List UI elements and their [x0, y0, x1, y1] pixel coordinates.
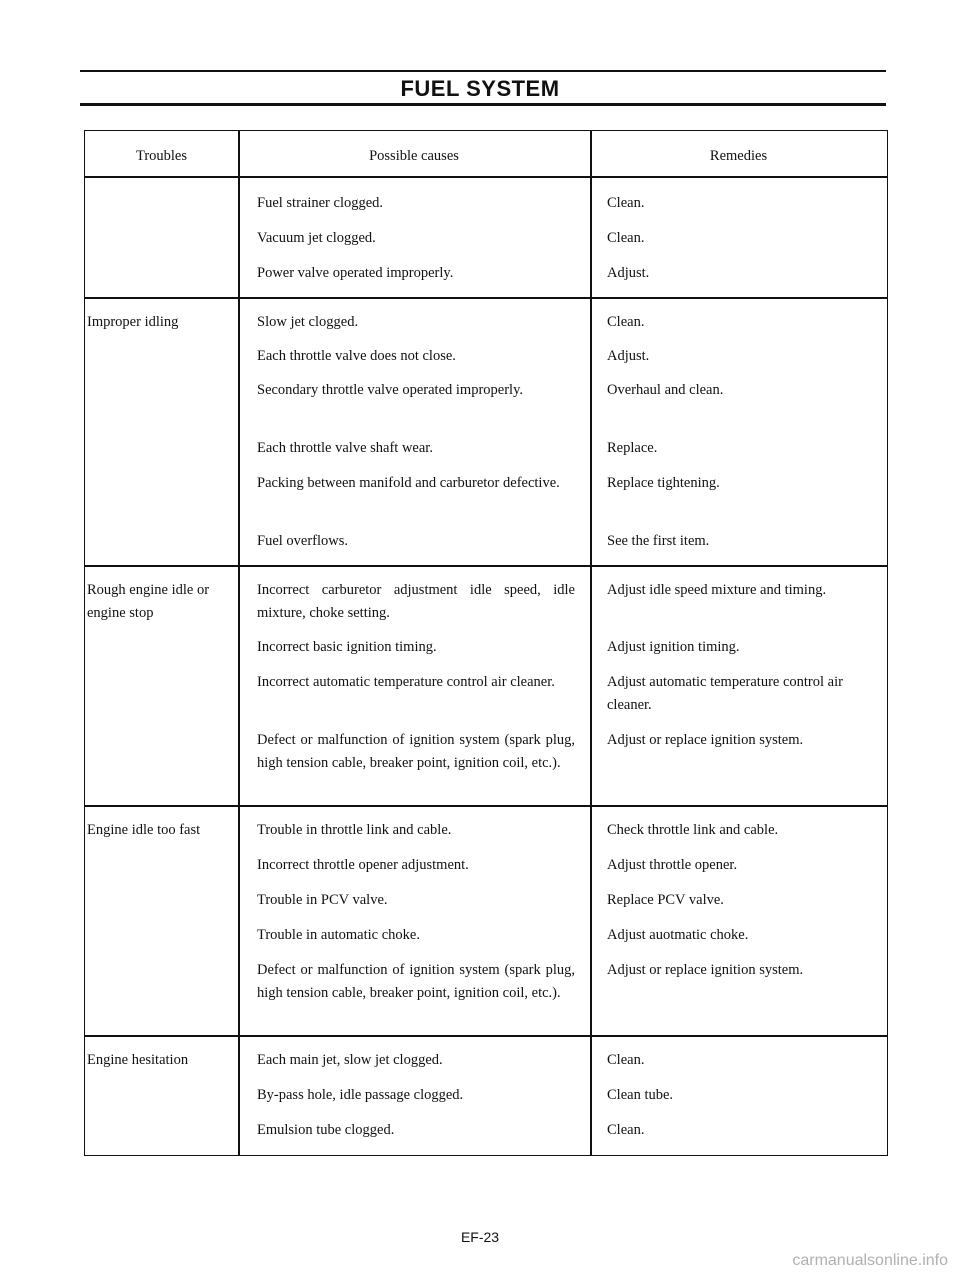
cause-cell: Trouble in automatic choke.	[257, 927, 420, 943]
cause-cell: By-pass hole, idle passage clogged.	[257, 1087, 464, 1103]
header-possible-causes: Possible causes	[369, 148, 459, 164]
remedy-cell: Adjust throttle opener.	[607, 857, 738, 873]
watermark: carmanualsonline.info	[792, 1252, 948, 1269]
cause-cell: Incorrect throttle opener adjustment.	[257, 857, 469, 873]
cause-cell: Each main jet, slow jet clogged.	[257, 1052, 443, 1068]
remedy-cell: Clean.	[607, 314, 645, 330]
remedy-cell: Adjust ignition timing.	[607, 639, 740, 655]
remedy-cell: Clean.	[607, 1122, 645, 1138]
remedy-cell: Adjust idle speed mixture and timing.	[607, 582, 827, 598]
cause-cell: Incorrect automatic temperature control air cleaner.	[257, 674, 555, 690]
cause-cell: Trouble in throttle link and cable.	[257, 822, 452, 838]
remedy-cell: Clean.	[607, 230, 645, 246]
trouble-cell: Engine hesitation	[87, 1052, 189, 1068]
remedy-cell: Replace.	[607, 440, 658, 456]
cause-cell: Defect or malfunction of ignition system (spark plug, high tension cable, breaker point, ignition coil, etc.).	[257, 732, 575, 771]
page-title: FUEL SYSTEM	[400, 76, 560, 101]
header-divider	[85, 176, 887, 178]
remedy-cell: Adjust or replace ignition system.	[607, 732, 804, 748]
cause-cell: Power valve operated improperly.	[257, 265, 454, 281]
page-number: EF-23	[460, 1229, 500, 1245]
remedy-cell: Adjust.	[607, 265, 650, 281]
bottom-rule	[80, 103, 886, 106]
section-divider	[85, 1035, 887, 1037]
cause-cell: Fuel strainer clogged.	[257, 195, 384, 211]
remedy-cell: Clean.	[607, 1052, 645, 1068]
cause-cell: Incorrect carburetor adjustment idle speed, idle mixture, choke setting.	[257, 582, 575, 621]
column-divider	[238, 131, 240, 1155]
header-troubles: Troubles	[135, 148, 188, 164]
cause-cell: Slow jet clogged.	[257, 314, 359, 330]
remedy-cell: Adjust auotmatic choke.	[607, 927, 749, 943]
top-rule	[80, 70, 886, 72]
trouble-cell: Improper idling	[87, 314, 179, 330]
column-divider	[590, 131, 592, 1155]
cause-cell: Secondary throttle valve operated improperly.	[257, 382, 524, 398]
cause-cell: Defect or malfunction of ignition system (spark plug, high tension cable, breaker point, ignition coil, etc.).	[257, 962, 575, 1001]
cause-cell: Incorrect basic ignition timing.	[257, 639, 437, 655]
remedy-cell: Adjust or replace ignition system.	[607, 962, 804, 978]
section-divider	[85, 805, 887, 807]
cause-cell: Trouble in PCV valve.	[257, 892, 388, 908]
cause-cell: Fuel overflows.	[257, 533, 349, 549]
remedy-cell: Replace PCV valve.	[607, 892, 724, 908]
trouble-cell: Engine idle too fast	[87, 822, 201, 838]
remedy-cell: Replace tightening.	[607, 475, 720, 491]
trouble-cell: Rough engine idle or engine stop	[87, 582, 210, 621]
section-divider	[85, 297, 887, 299]
troubleshooting-table	[84, 130, 888, 1156]
cause-cell: Packing between manifold and carburetor defective.	[257, 475, 560, 491]
section-divider	[85, 565, 887, 567]
remedy-cell: See the first item.	[607, 533, 710, 549]
cause-cell: Each throttle valve does not close.	[257, 348, 456, 364]
remedy-cell: Clean.	[607, 195, 645, 211]
remedy-cell: Adjust automatic temperature control air cleaner.	[607, 674, 843, 713]
remedy-cell: Overhaul and clean.	[607, 382, 724, 398]
header-remedies: Remedies	[709, 148, 768, 164]
cause-cell: Vacuum jet clogged.	[257, 230, 376, 246]
remedy-cell: Adjust.	[607, 348, 650, 364]
remedy-cell: Clean tube.	[607, 1087, 674, 1103]
remedy-cell: Check throttle link and cable.	[607, 822, 779, 838]
cause-cell: Each throttle valve shaft wear.	[257, 440, 433, 456]
cause-cell: Emulsion tube clogged.	[257, 1122, 395, 1138]
